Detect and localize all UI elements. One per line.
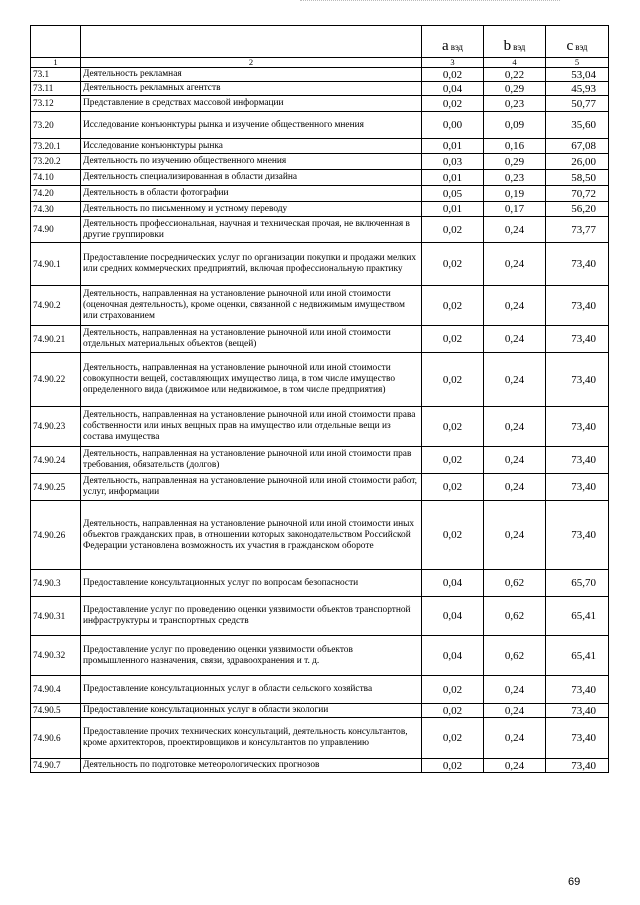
table-row xyxy=(31,704,609,718)
row-value-c: 73,40 xyxy=(546,447,609,474)
row-value-a: 0,02 xyxy=(422,96,484,112)
row-value-b: 0,19 xyxy=(484,186,546,202)
row-value-c: 73,40 xyxy=(546,704,609,718)
row-code: 74.90.31 xyxy=(31,597,81,636)
header-name xyxy=(81,26,422,58)
row-value-a: 0,01 xyxy=(422,202,484,217)
row-value-a: 0,04 xyxy=(422,570,484,597)
row-code: 74.90 xyxy=(31,217,81,243)
row-code: 74.90.2 xyxy=(31,286,81,326)
row-value-b: 0,24 xyxy=(484,353,546,407)
row-value-b: 0,24 xyxy=(484,704,546,718)
row-value-a: 0,00 xyxy=(422,112,484,139)
header-c: c вэд xyxy=(546,26,609,58)
row-value-b: 0,24 xyxy=(484,474,546,501)
row-value-c: 67,08 xyxy=(546,139,609,154)
row-name: Предоставление посреднических услуг по организации покупки и продажи мелких или средних коммерческих предприятий, включая профессиональную практику xyxy=(81,243,422,286)
row-value-b: 0,24 xyxy=(484,217,546,243)
row-value-b: 0,29 xyxy=(484,82,546,96)
column-number: 1 xyxy=(31,58,81,68)
row-value-b: 0,24 xyxy=(484,501,546,570)
row-code: 74.90.26 xyxy=(31,501,81,570)
row-value-a: 0,02 xyxy=(422,704,484,718)
row-name: Деятельность, направленная на установление рыночной или иной стоимости (оценочная деятельность), кроме оценки, связанной с недвижимым имуществом или страхованием xyxy=(81,286,422,326)
row-value-c: 26,00 xyxy=(546,154,609,170)
row-value-c: 45,93 xyxy=(546,82,609,96)
row-value-c: 65,41 xyxy=(546,636,609,676)
row-value-a: 0,02 xyxy=(422,326,484,353)
row-value-b: 0,09 xyxy=(484,112,546,139)
row-name: Деятельность рекламных агентств xyxy=(81,82,422,96)
row-value-a: 0,02 xyxy=(422,217,484,243)
row-value-c: 56,20 xyxy=(546,202,609,217)
row-value-a: 0,02 xyxy=(422,447,484,474)
row-name: Предоставление консультационных услуг по вопросам безопасности xyxy=(81,570,422,597)
table-row xyxy=(31,407,609,447)
row-value-a: 0,01 xyxy=(422,139,484,154)
header-b: b вэд xyxy=(484,26,546,58)
row-name: Деятельность в области фотографии xyxy=(81,186,422,202)
top-edge-artifact xyxy=(300,0,560,7)
table-row xyxy=(31,217,609,243)
row-value-c: 73,40 xyxy=(546,326,609,353)
row-value-c: 65,41 xyxy=(546,597,609,636)
table-row xyxy=(31,139,609,154)
row-value-c: 73,40 xyxy=(546,353,609,407)
row-code: 73.11 xyxy=(31,82,81,96)
row-value-b: 0,16 xyxy=(484,139,546,154)
row-code: 74.90.24 xyxy=(31,447,81,474)
table-row xyxy=(31,68,609,82)
row-value-a: 0,02 xyxy=(422,243,484,286)
table-row xyxy=(31,326,609,353)
row-value-a: 0,02 xyxy=(422,474,484,501)
column-number: 5 xyxy=(546,58,609,68)
row-code: 74.90.25 xyxy=(31,474,81,501)
page-number: 69 xyxy=(568,876,581,888)
row-value-b: 0,24 xyxy=(484,759,546,773)
table-row xyxy=(31,243,609,286)
row-name: Деятельность рекламная xyxy=(81,68,422,82)
row-value-c: 35,60 xyxy=(546,112,609,139)
row-value-c: 73,40 xyxy=(546,474,609,501)
row-value-a: 0,02 xyxy=(422,407,484,447)
row-name: Деятельность профессиональная, научная и техническая прочая, не включенная в другие группировки xyxy=(81,217,422,243)
table-row xyxy=(31,501,609,570)
table-row xyxy=(31,286,609,326)
row-value-b: 0,23 xyxy=(484,170,546,186)
row-name: Деятельность по письменному и устному переводу xyxy=(81,202,422,217)
row-name: Деятельность, направленная на установление рыночной или иной стоимости отдельных материальных объектов (вещей) xyxy=(81,326,422,353)
table-row xyxy=(31,202,609,217)
row-value-a: 0,01 xyxy=(422,170,484,186)
column-numbers-row xyxy=(31,58,609,68)
row-value-a: 0,05 xyxy=(422,186,484,202)
row-value-b: 0,62 xyxy=(484,597,546,636)
row-code: 74.90.1 xyxy=(31,243,81,286)
row-name: Деятельность, направленная на установление рыночной или иной стоимости прав требования, обязательств (долгов) xyxy=(81,447,422,474)
row-value-b: 0,17 xyxy=(484,202,546,217)
row-name: Предоставление услуг по проведению оценки уязвимости объектов промышленного назначения, связи, здравоохранения и т. д. xyxy=(81,636,422,676)
row-name: Деятельность по изучению общественного мнения xyxy=(81,154,422,170)
column-number: 2 xyxy=(81,58,422,68)
row-name: Предоставление услуг по проведению оценки уязвимости объектов транспортной инфраструктуры и транспортных средств xyxy=(81,597,422,636)
table-row xyxy=(31,82,609,96)
coefficients-table xyxy=(30,25,609,773)
row-value-c: 70,72 xyxy=(546,186,609,202)
row-name: Предоставление консультационных услуг в области экологии xyxy=(81,704,422,718)
row-value-a: 0,02 xyxy=(422,676,484,704)
table-row xyxy=(31,353,609,407)
column-number: 4 xyxy=(484,58,546,68)
row-value-c: 50,77 xyxy=(546,96,609,112)
table-row xyxy=(31,186,609,202)
row-value-b: 0,24 xyxy=(484,718,546,759)
row-code: 74.90.4 xyxy=(31,676,81,704)
row-code: 74.90.6 xyxy=(31,718,81,759)
row-value-c: 65,70 xyxy=(546,570,609,597)
row-value-a: 0,02 xyxy=(422,759,484,773)
row-name: Предоставление консультационных услуг в области сельского хозяйства xyxy=(81,676,422,704)
row-code: 74.90.3 xyxy=(31,570,81,597)
row-value-a: 0,02 xyxy=(422,718,484,759)
table-row xyxy=(31,170,609,186)
table-row xyxy=(31,570,609,597)
table-row xyxy=(31,154,609,170)
row-code: 73.12 xyxy=(31,96,81,112)
row-code: 73.1 xyxy=(31,68,81,82)
row-value-c: 73,40 xyxy=(546,759,609,773)
row-value-b: 0,29 xyxy=(484,154,546,170)
table-header-row xyxy=(31,26,609,58)
table-row xyxy=(31,676,609,704)
row-code: 74.90.32 xyxy=(31,636,81,676)
row-code: 74.10 xyxy=(31,170,81,186)
row-value-a: 0,02 xyxy=(422,501,484,570)
row-code: 73.20 xyxy=(31,112,81,139)
row-name: Исследование конъюнктуры рынка и изучение общественного мнения xyxy=(81,112,422,139)
row-value-c: 73,40 xyxy=(546,243,609,286)
table-row xyxy=(31,718,609,759)
row-value-c: 73,40 xyxy=(546,718,609,759)
table-row xyxy=(31,597,609,636)
row-name: Деятельность, направленная на установление рыночной или иной стоимости работ, услуг, информации xyxy=(81,474,422,501)
row-value-a: 0,04 xyxy=(422,82,484,96)
row-value-a: 0,03 xyxy=(422,154,484,170)
row-name: Деятельность, направленная на установление рыночной или иной стоимости права собственности или иных вещных прав на имущество или отдельные вещи из состава имущества xyxy=(81,407,422,447)
row-code: 74.20 xyxy=(31,186,81,202)
row-value-b: 0,22 xyxy=(484,68,546,82)
row-name: Деятельность, направленная на установление рыночной или иной стоимости совокупности вещей, составляющих имущество лица, в том числе имущество определенного вида (движимое или недвижимое, в том числе предприятия) xyxy=(81,353,422,407)
row-value-b: 0,23 xyxy=(484,96,546,112)
row-value-b: 0,62 xyxy=(484,636,546,676)
row-name: Деятельность по подготовке метеорологических прогнозов xyxy=(81,759,422,773)
row-value-a: 0,02 xyxy=(422,286,484,326)
table-row xyxy=(31,96,609,112)
table-row xyxy=(31,447,609,474)
header-code xyxy=(31,26,81,58)
row-value-b: 0,24 xyxy=(484,447,546,474)
table-row xyxy=(31,759,609,773)
row-value-b: 0,24 xyxy=(484,676,546,704)
table-row xyxy=(31,474,609,501)
column-number: 3 xyxy=(422,58,484,68)
row-code: 74.90.5 xyxy=(31,704,81,718)
row-value-b: 0,24 xyxy=(484,243,546,286)
row-value-c: 58,50 xyxy=(546,170,609,186)
table-row xyxy=(31,112,609,139)
row-value-a: 0,04 xyxy=(422,597,484,636)
row-value-c: 73,40 xyxy=(546,286,609,326)
row-code: 74.90.23 xyxy=(31,407,81,447)
row-code: 74.90.22 xyxy=(31,353,81,407)
row-value-c: 73,77 xyxy=(546,217,609,243)
row-value-b: 0,24 xyxy=(484,286,546,326)
header-a: a вэд xyxy=(422,26,484,58)
row-code: 74.90.21 xyxy=(31,326,81,353)
row-name: Предоставление прочих технических консультаций, деятельность консультантов, кроме архитекторов, проектировщиков и консультантов по управлению xyxy=(81,718,422,759)
row-name: Исследование конъюнктуры рынка xyxy=(81,139,422,154)
row-value-a: 0,02 xyxy=(422,353,484,407)
row-value-b: 0,24 xyxy=(484,326,546,353)
row-name: Деятельность специализированная в области дизайна xyxy=(81,170,422,186)
row-value-b: 0,62 xyxy=(484,570,546,597)
row-name: Представление в средствах массовой информации xyxy=(81,96,422,112)
row-value-a: 0,04 xyxy=(422,636,484,676)
row-value-c: 73,40 xyxy=(546,407,609,447)
row-code: 74.90.7 xyxy=(31,759,81,773)
row-code: 73.20.1 xyxy=(31,139,81,154)
row-value-c: 53,04 xyxy=(546,68,609,82)
row-value-c: 73,40 xyxy=(546,676,609,704)
row-value-c: 73,40 xyxy=(546,501,609,570)
table-row xyxy=(31,636,609,676)
row-code: 73.20.2 xyxy=(31,154,81,170)
row-value-a: 0,02 xyxy=(422,68,484,82)
row-code: 74.30 xyxy=(31,202,81,217)
row-name: Деятельность, направленная на установление рыночной или иной стоимости иных объектов гражданских прав, в отношении которых законодательством Российской Федерации установлена возможность их участия в гражданском обороте xyxy=(81,501,422,570)
row-value-b: 0,24 xyxy=(484,407,546,447)
